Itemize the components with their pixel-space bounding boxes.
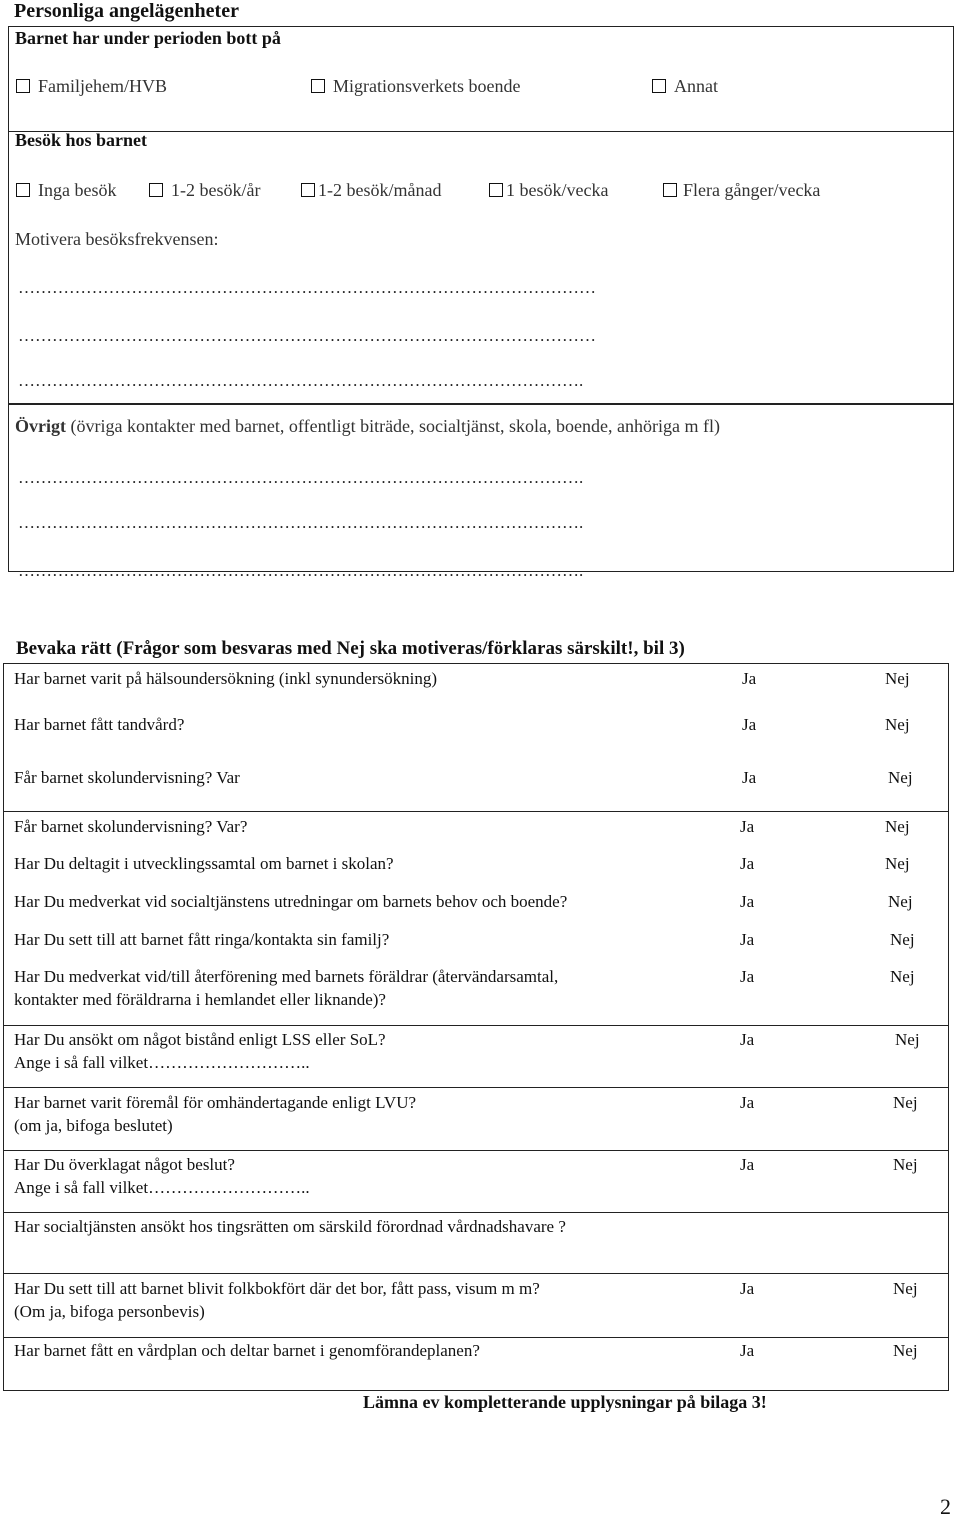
question-text xyxy=(14,1215,566,1238)
answer-no[interactable]: Nej xyxy=(885,669,910,688)
row-divider xyxy=(3,1212,949,1213)
visits-option-per-month[interactable]: 1-2 besök/månad xyxy=(301,180,441,201)
answer-no[interactable]: Nej xyxy=(885,817,910,836)
residence-option-annat[interactable]: Annat xyxy=(652,76,718,97)
answer-no[interactable]: Nej xyxy=(893,1093,918,1112)
question-text xyxy=(14,1339,480,1362)
visits-option-inga[interactable]: Inga besök xyxy=(16,180,116,201)
visits-option-several-per-week[interactable]: Flera gånger/vecka xyxy=(663,180,820,201)
answer-no[interactable]: Nej xyxy=(895,1030,920,1049)
other-line-1[interactable]: ………………………………………………………………………………………. xyxy=(18,468,584,487)
row-divider xyxy=(3,1025,949,1026)
rights-title: Bevaka rätt (Frågor som besvaras med Nej ska motiveras/förklaras särskilt!, bil 3) xyxy=(16,638,685,659)
motivate-line-1[interactable]: ………………………………………………………………………………………… xyxy=(18,278,596,297)
question-line: Har Du överklagat något beslut? xyxy=(14,1155,235,1174)
other-label: Övrigt (övriga kontakter med barnet, offentligt biträde, socialtjänst, skola, boende, anhöriga m fl) xyxy=(15,416,720,436)
question-line: Ange i så fall vilket……………………….. xyxy=(14,1178,310,1197)
question-line: Har barnet fått en vårdplan och deltar barnet i genomförandeplanen? xyxy=(14,1341,480,1360)
other-line-2[interactable]: ………………………………………………………………………………………. xyxy=(18,513,584,532)
question-line: Har Du sett till att barnet fått ringa/kontakta sin familj? xyxy=(14,930,390,949)
checkbox-icon[interactable] xyxy=(149,183,163,197)
question-text xyxy=(14,928,389,951)
checkbox-icon[interactable] xyxy=(311,79,325,93)
page-number: 2 xyxy=(940,1494,951,1519)
checkbox-icon[interactable] xyxy=(16,183,30,197)
question-text xyxy=(14,890,567,913)
answer-no[interactable]: Nej xyxy=(885,715,910,734)
answer-no[interactable]: Nej xyxy=(885,854,910,873)
question-line: Får barnet skolundervisning? Var? xyxy=(14,817,248,836)
answer-yes[interactable]: Ja xyxy=(740,817,755,836)
visits-option-per-year[interactable]: 1-2 besök/år xyxy=(149,180,260,201)
answer-no[interactable]: Nej xyxy=(890,967,915,986)
checkbox-icon[interactable] xyxy=(489,183,503,197)
question-line: Har Du medverkat vid/till återförening med barnets föräldrar (återvändarsamtal, xyxy=(14,967,559,986)
answer-yes[interactable]: Ja xyxy=(742,768,757,787)
residence-option-migrationsverket[interactable]: Migrationsverkets boende xyxy=(311,76,520,97)
answer-no[interactable]: Nej xyxy=(893,1155,918,1174)
question-line: Har Du ansökt om något bistånd enligt LSS eller SoL? xyxy=(14,1030,386,1049)
answer-no[interactable]: Nej xyxy=(893,1341,918,1360)
question-text xyxy=(14,1277,540,1323)
answer-yes[interactable]: Ja xyxy=(740,1341,755,1360)
answer-yes[interactable]: Ja xyxy=(740,1279,755,1298)
question-line: Ange i så fall vilket……………………….. xyxy=(14,1053,310,1072)
question-text xyxy=(14,1028,386,1074)
answer-yes[interactable]: Ja xyxy=(740,854,755,873)
visits-option-per-week[interactable]: 1 besök/vecka xyxy=(489,180,608,201)
question-line: Har barnet fått tandvård? xyxy=(14,715,185,734)
answer-no[interactable]: Nej xyxy=(893,1279,918,1298)
question-text xyxy=(14,815,247,838)
question-line: kontakter med föräldrarna i hemlandet eller liknande)? xyxy=(14,990,386,1009)
answer-yes[interactable]: Ja xyxy=(740,930,755,949)
question-text xyxy=(14,713,184,736)
answer-yes[interactable]: Ja xyxy=(740,967,755,986)
question-line: Har Du deltagit i utvecklingssamtal om barnet i skolan? xyxy=(14,854,394,873)
section-title: Personliga angelägenheter xyxy=(14,0,239,22)
answer-no[interactable]: Nej xyxy=(890,930,915,949)
residence-option-familjehem[interactable]: Familjehem/HVB xyxy=(16,76,167,97)
row-divider xyxy=(3,1337,949,1338)
answer-yes[interactable]: Ja xyxy=(740,1093,755,1112)
question-text xyxy=(14,667,437,690)
question-line: Har barnet varit föremål för omhändertagande enligt LVU? xyxy=(14,1093,417,1112)
answer-yes[interactable]: Ja xyxy=(742,715,757,734)
checkbox-icon[interactable] xyxy=(652,79,666,93)
answer-yes[interactable]: Ja xyxy=(742,669,757,688)
question-line: Har socialtjänsten ansökt hos tingsrätten om särskild förordnad vårdnadshavare ? xyxy=(14,1217,566,1236)
residence-heading: Barnet har under perioden bott på xyxy=(15,28,281,48)
question-text xyxy=(14,1153,310,1199)
question-line: Får barnet skolundervisning? Var xyxy=(14,768,240,787)
answer-yes[interactable]: Ja xyxy=(740,1030,755,1049)
question-line: Har barnet varit på hälsoundersökning (inkl synundersökning) xyxy=(14,669,438,688)
row-divider xyxy=(3,1087,949,1088)
question-text xyxy=(14,1091,416,1137)
visits-heading: Besök hos barnet xyxy=(15,130,148,150)
answer-yes[interactable]: Ja xyxy=(740,1155,755,1174)
motivate-line-3[interactable]: ………………………………………………………………………………………. xyxy=(18,371,584,390)
question-line: Har Du medverkat vid socialtjänstens utredningar om barnets behov och boende? xyxy=(14,892,568,911)
row-divider xyxy=(3,1273,949,1274)
divider xyxy=(8,131,954,132)
checkbox-icon[interactable] xyxy=(663,183,677,197)
checkbox-icon[interactable] xyxy=(301,183,315,197)
answer-no[interactable]: Nej xyxy=(888,768,913,787)
question-line: Har Du sett till att barnet blivit folkbokfört där det bor, fått pass, visum m m? xyxy=(14,1279,540,1298)
motivate-label: Motivera besöksfrekvensen: xyxy=(15,229,219,249)
motivate-line-2[interactable]: ………………………………………………………………………………………… xyxy=(18,326,596,345)
answer-no[interactable]: Nej xyxy=(888,892,913,911)
question-text xyxy=(14,852,394,875)
answer-yes[interactable]: Ja xyxy=(740,892,755,911)
other-line-3[interactable]: ………………………………………………………………………………………. xyxy=(18,561,584,580)
question-line: (Om ja, bifoga personbevis) xyxy=(14,1302,205,1321)
question-text xyxy=(14,965,558,1011)
checkbox-icon[interactable] xyxy=(16,79,30,93)
row-divider xyxy=(3,811,949,812)
footer-note: Lämna ev kompletterande upplysningar på bilaga 3! xyxy=(363,1392,767,1412)
question-text xyxy=(14,766,240,789)
question-line: (om ja, bifoga beslutet) xyxy=(14,1116,173,1135)
row-divider xyxy=(3,1150,949,1151)
